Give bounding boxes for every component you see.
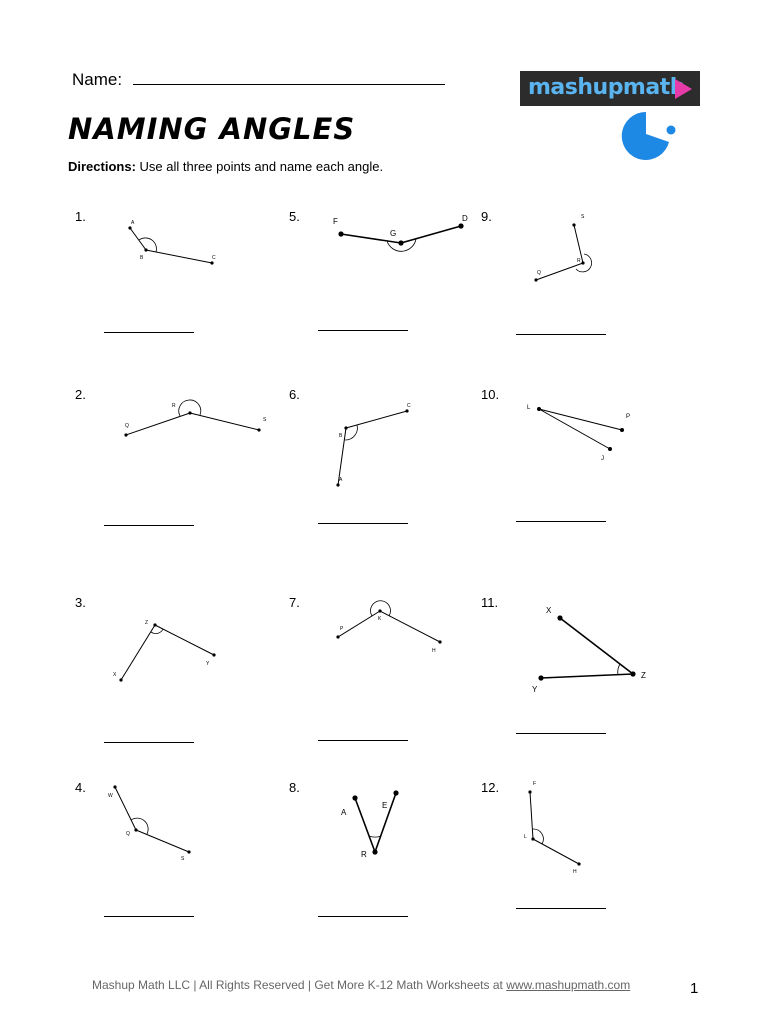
name-row	[72, 70, 445, 90]
point-label: Q	[126, 831, 130, 837]
answer-line-9[interactable]	[516, 334, 606, 335]
problem-number-4: 4.	[75, 780, 86, 795]
play-icon	[675, 79, 692, 99]
point-label: A	[339, 477, 343, 483]
point-label: Y	[206, 661, 210, 667]
problem-number-11: 11.	[481, 595, 499, 610]
point-label: A	[131, 220, 135, 226]
answer-line-4[interactable]	[104, 916, 194, 917]
point-label: F	[333, 217, 338, 226]
pacman-mascot-icon	[620, 110, 680, 162]
problem-number-12: 12.	[481, 780, 500, 795]
answer-line-12[interactable]	[516, 908, 606, 909]
point-label: C	[212, 255, 216, 261]
problem-number-9: 9.	[481, 209, 492, 224]
point-label: F	[533, 781, 537, 787]
point-label: C	[407, 403, 411, 409]
answer-line-2[interactable]	[104, 525, 194, 526]
point-label: R	[172, 403, 176, 409]
point-label: K	[378, 616, 382, 622]
point-label: R	[361, 850, 367, 859]
footer	[92, 978, 630, 992]
answer-line-5[interactable]	[318, 330, 408, 331]
answer-line-8[interactable]	[318, 916, 408, 917]
point-label: P	[626, 414, 631, 420]
point-label: Z	[145, 620, 149, 626]
point-label: Q	[125, 423, 129, 429]
point-label: G	[390, 229, 397, 238]
directions-text: Use all three points and name each angle.	[139, 159, 384, 174]
point-label: S	[263, 417, 267, 423]
answer-line-11[interactable]	[516, 733, 606, 734]
point-label: P	[340, 626, 344, 632]
point-label: Z	[641, 671, 646, 680]
name-label: Name:	[72, 70, 123, 89]
problem-number-7: 7.	[289, 595, 300, 610]
page-title: NAMING ANGLES	[68, 112, 356, 146]
point-label: S	[581, 214, 585, 220]
problem-number-10: 10.	[481, 387, 500, 402]
problem-number-1: 1.	[75, 209, 86, 224]
point-label: A	[341, 808, 347, 817]
point-label: L	[527, 405, 531, 411]
problem-number-6: 6.	[289, 387, 300, 402]
answer-line-7[interactable]	[318, 740, 408, 741]
answer-line-10[interactable]	[516, 521, 606, 522]
problem-number-5: 5.	[289, 209, 300, 224]
point-label: E	[382, 801, 388, 810]
answer-line-1[interactable]	[104, 332, 194, 333]
mashupmath-logo	[520, 71, 700, 106]
problem-number-3: 3.	[75, 595, 86, 610]
point-label: X	[546, 606, 552, 615]
point-label: H	[573, 869, 577, 875]
directions-label: Directions:	[68, 159, 136, 174]
footer-link[interactable]: www.mashupmath.com	[506, 978, 631, 992]
point-label: Y	[532, 685, 538, 694]
point-label: H	[432, 648, 436, 654]
logo-text: mashupmath	[528, 75, 685, 100]
answer-line-6[interactable]	[318, 523, 408, 524]
answer-line-3[interactable]	[104, 742, 194, 743]
directions	[68, 159, 383, 174]
point-label: B	[140, 255, 144, 261]
point-label: B	[339, 433, 343, 439]
point-label: R	[577, 258, 581, 264]
point-label: W	[108, 793, 113, 799]
page-number: 1	[690, 980, 699, 997]
name-field[interactable]	[133, 70, 445, 85]
point-label: X	[113, 672, 117, 678]
footer-text: Mashup Math LLC | All Rights Reserved | Get More K-12 Math Worksheets at	[92, 978, 507, 992]
problem-number-2: 2.	[75, 387, 86, 402]
point-label: S	[181, 856, 185, 862]
point-label: L	[524, 834, 527, 840]
problem-number-8: 8.	[289, 780, 300, 795]
point-label: Q	[537, 270, 541, 276]
point-label: J	[601, 456, 604, 462]
point-label: D	[462, 214, 468, 223]
